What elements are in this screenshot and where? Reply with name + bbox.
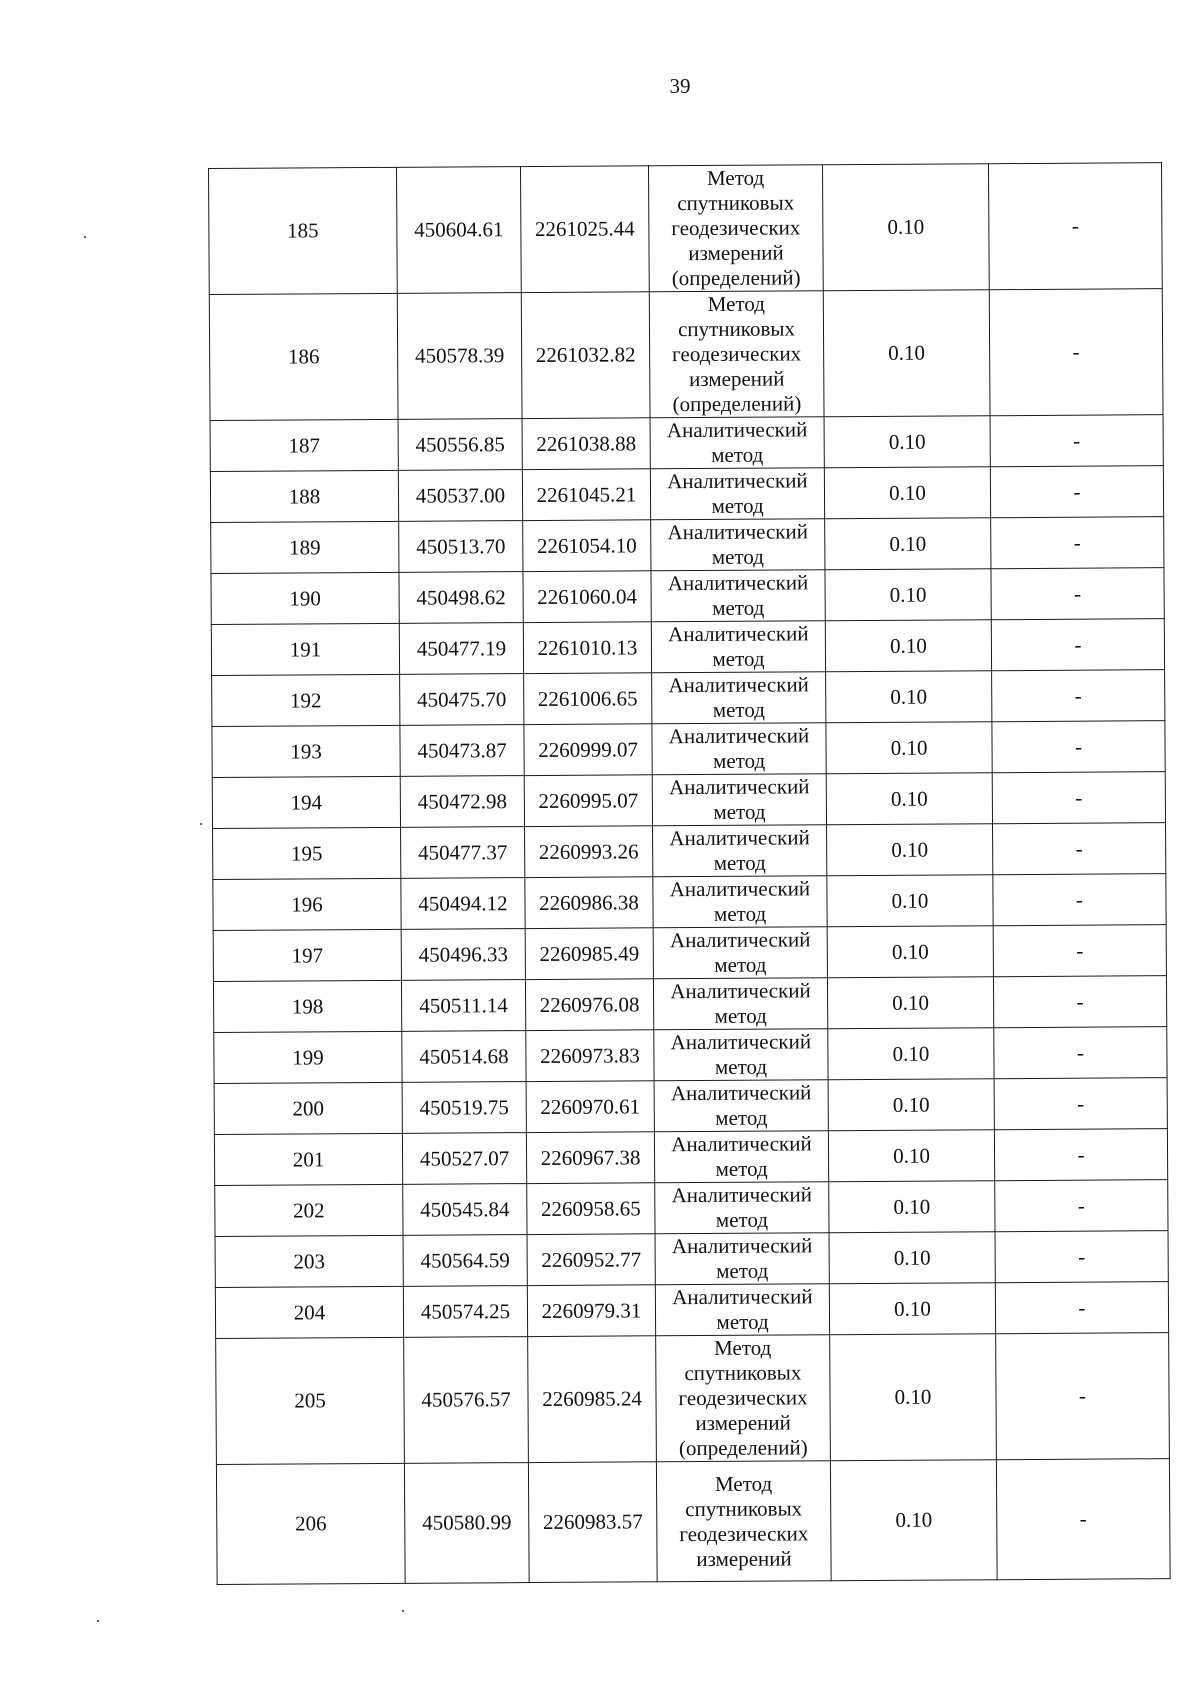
x-coordinate-cell: 450576.57 [404, 1337, 529, 1464]
method-line: метод [716, 1258, 769, 1283]
method-line: Аналитический [672, 1284, 813, 1310]
y-coordinate-cell: 2260976.08 [525, 979, 653, 1031]
method-line: спутниковых [685, 1495, 803, 1521]
description-cell: - [995, 1282, 1168, 1334]
y-coordinate-cell: 2261006.65 [524, 673, 652, 725]
method-line: Аналитический [671, 1233, 813, 1259]
accuracy-cell: 0.10 [827, 875, 993, 927]
method-line: спутниковых [677, 190, 795, 216]
accuracy-cell: 0.10 [828, 1028, 994, 1080]
method-line: метод [713, 748, 766, 773]
method-line: метод [712, 697, 765, 722]
method-cell [655, 1182, 829, 1234]
table-row [211, 619, 1164, 676]
table-row [214, 1129, 1167, 1186]
point-number-cell: 186 [209, 293, 398, 420]
accuracy-cell: 0.10 [828, 1079, 994, 1131]
accuracy-cell: 0.10 [830, 1334, 997, 1461]
method-line: Аналитический [670, 978, 811, 1004]
x-coordinate-cell: 450556.85 [398, 419, 522, 471]
method-line: Метод [707, 291, 766, 316]
method-line: метод [715, 1156, 768, 1181]
method-cell [651, 570, 825, 622]
accuracy-cell: 0.10 [829, 1232, 995, 1284]
x-coordinate-cell: 450472.98 [400, 776, 524, 828]
table-row [211, 517, 1164, 574]
method-line: метод [715, 1207, 769, 1232]
method-line: Аналитический [670, 1080, 812, 1106]
description-cell: - [990, 466, 1163, 518]
method-cell [652, 672, 826, 724]
method-cell [655, 1233, 829, 1285]
point-number-cell: 193 [212, 725, 400, 777]
coordinates-table [208, 162, 1171, 1585]
scan-speck [84, 236, 86, 238]
x-coordinate-cell: 450475.70 [400, 674, 524, 726]
description-cell: - [991, 517, 1164, 569]
x-coordinate-cell: 450578.39 [397, 293, 522, 420]
accuracy-cell: 0.10 [829, 1181, 995, 1233]
method-line: Аналитический [666, 417, 808, 443]
method-line: метод [712, 646, 765, 671]
table-row [214, 1027, 1167, 1084]
table-body [209, 163, 1171, 1585]
method-line: Аналитический [668, 621, 809, 647]
method-line: метод [713, 850, 766, 875]
accuracy-cell: 0.10 [829, 1283, 995, 1335]
y-coordinate-cell: 2260985.24 [528, 1336, 657, 1463]
accuracy-cell: 0.10 [824, 467, 990, 519]
point-number-cell: 195 [213, 827, 401, 879]
x-coordinate-cell: 450527.07 [402, 1133, 526, 1185]
accuracy-cell: 0.10 [827, 926, 993, 978]
x-coordinate-cell: 450477.37 [401, 827, 525, 879]
x-coordinate-cell: 450496.33 [401, 929, 525, 981]
scan-speck [402, 1610, 404, 1612]
point-number-cell: 190 [211, 572, 399, 624]
method-cell [654, 1029, 828, 1081]
method-line: метод [711, 544, 765, 569]
accuracy-cell: 0.10 [825, 518, 991, 570]
method-line: Аналитический [667, 468, 808, 494]
method-cell [650, 417, 824, 469]
description-cell: - [993, 976, 1166, 1028]
point-number-cell: 192 [212, 674, 400, 726]
method-line: метод [715, 1105, 768, 1130]
table-row [212, 772, 1165, 829]
y-coordinate-cell: 2261038.88 [522, 418, 650, 470]
method-line: метод [712, 595, 765, 620]
y-coordinate-cell: 2261060.04 [523, 571, 651, 623]
point-number-cell: 203 [215, 1235, 403, 1287]
x-coordinate-cell: 450519.75 [402, 1082, 526, 1134]
method-line: Метод [706, 165, 765, 190]
description-cell: - [995, 1180, 1168, 1232]
point-number-cell: 185 [209, 167, 398, 294]
table-row [209, 163, 1163, 295]
y-coordinate-cell: 2260973.83 [526, 1030, 654, 1082]
method-cell [650, 468, 824, 520]
table-row [213, 874, 1166, 931]
y-coordinate-cell: 2260986.38 [525, 877, 653, 929]
method-line: (определений) [678, 1435, 808, 1461]
description-cell: - [993, 874, 1166, 926]
table-row [213, 823, 1166, 880]
table-row [209, 289, 1163, 421]
table-row [215, 1282, 1168, 1339]
method-cell [656, 1461, 831, 1582]
method-cell [653, 927, 827, 979]
point-number-cell: 201 [214, 1133, 402, 1185]
y-coordinate-cell: 2261010.13 [523, 622, 651, 674]
description-cell: - [993, 925, 1166, 977]
method-cell [653, 876, 827, 928]
table-row [212, 721, 1165, 778]
method-cell [648, 165, 823, 292]
scan-speck [97, 1620, 99, 1622]
table-row [210, 415, 1163, 472]
y-coordinate-cell: 2261025.44 [520, 166, 649, 293]
point-number-cell: 191 [211, 623, 399, 675]
x-coordinate-cell: 450473.87 [400, 725, 524, 777]
description-cell: - [994, 1027, 1167, 1079]
point-number-cell: 187 [210, 419, 398, 471]
table-row [213, 925, 1166, 982]
method-line: метод [711, 442, 764, 467]
method-cell [653, 825, 827, 877]
x-coordinate-cell: 450604.61 [396, 167, 521, 294]
y-coordinate-cell: 2260999.07 [524, 724, 652, 776]
method-line: Аналитический [671, 1131, 812, 1157]
point-number-cell: 205 [216, 1337, 405, 1464]
method-line: геодезических [678, 1385, 808, 1411]
method-line: Метод [714, 1471, 773, 1496]
method-cell [654, 1131, 828, 1183]
x-coordinate-cell: 450545.84 [403, 1184, 527, 1236]
table-row [215, 1231, 1168, 1288]
point-number-cell: 198 [213, 980, 401, 1032]
y-coordinate-cell: 2260995.07 [524, 775, 652, 827]
description-cell: - [988, 163, 1162, 290]
x-coordinate-cell: 450580.99 [404, 1463, 529, 1584]
description-cell: - [992, 772, 1165, 824]
accuracy-cell: 0.10 [826, 671, 992, 723]
method-line: измерений [696, 1545, 792, 1571]
description-cell: - [992, 721, 1165, 773]
description-cell: - [996, 1333, 1170, 1460]
accuracy-cell: 0.10 [826, 722, 992, 774]
x-coordinate-cell: 450574.25 [403, 1286, 527, 1338]
method-cell [652, 774, 826, 826]
method-line: Метод [714, 1335, 772, 1360]
point-number-cell: 188 [210, 470, 398, 522]
method-line: Аналитический [668, 723, 810, 749]
method-line: измерений [695, 1410, 791, 1436]
method-cell [649, 291, 824, 418]
description-cell: - [989, 289, 1163, 416]
x-coordinate-cell: 450564.59 [403, 1235, 527, 1287]
table-row [211, 568, 1164, 625]
point-number-cell: 199 [214, 1031, 402, 1083]
method-line: Аналитический [669, 825, 810, 851]
description-cell: - [992, 670, 1165, 722]
method-line: измерений [689, 366, 785, 392]
point-number-cell: 197 [213, 929, 401, 981]
point-number-cell: 204 [215, 1286, 403, 1338]
coordinates-table-wrapper [208, 162, 1171, 1585]
method-line: геодезических [679, 1520, 809, 1546]
x-coordinate-cell: 450477.19 [399, 623, 523, 675]
method-cell [656, 1335, 831, 1462]
table-row [214, 1078, 1167, 1135]
accuracy-cell: 0.10 [823, 290, 990, 417]
method-line: Аналитический [668, 672, 809, 698]
method-line: Аналитический [667, 519, 809, 545]
point-number-cell: 196 [213, 878, 401, 930]
table-row [216, 1333, 1170, 1465]
method-line: метод [714, 1054, 768, 1079]
method-cell [651, 621, 825, 673]
table-row [213, 976, 1166, 1033]
table-row [215, 1180, 1168, 1237]
scan-speck [200, 823, 202, 825]
page-number: 39 [669, 74, 691, 98]
method-cell [651, 519, 825, 571]
description-cell: - [993, 823, 1166, 875]
y-coordinate-cell: 2260983.57 [528, 1462, 657, 1583]
method-line: метод [714, 952, 767, 977]
description-cell: - [991, 619, 1164, 671]
point-number-cell: 194 [212, 776, 400, 828]
description-cell: - [994, 1129, 1167, 1181]
method-cell [654, 1080, 828, 1132]
table-row [216, 1459, 1170, 1585]
method-line: метод [713, 799, 766, 824]
y-coordinate-cell: 2260970.61 [526, 1081, 654, 1133]
y-coordinate-cell: 2260993.26 [525, 826, 653, 878]
y-coordinate-cell: 2260958.65 [527, 1183, 655, 1235]
y-coordinate-cell: 2260979.31 [527, 1285, 655, 1337]
accuracy-cell: 0.10 [827, 977, 993, 1029]
method-line: метод [711, 493, 764, 518]
method-cell [653, 978, 827, 1030]
method-line: Аналитический [671, 1182, 813, 1208]
table-row [210, 466, 1163, 523]
accuracy-cell: 0.10 [827, 824, 993, 876]
description-cell: - [990, 415, 1163, 467]
point-number-cell: 189 [211, 521, 399, 573]
x-coordinate-cell: 450514.68 [402, 1031, 526, 1083]
method-line: метод [713, 901, 767, 926]
method-line: измерений [688, 240, 784, 266]
method-line: Аналитический [670, 1029, 812, 1055]
accuracy-cell: 0.10 [830, 1460, 997, 1581]
x-coordinate-cell: 450537.00 [398, 470, 522, 522]
y-coordinate-cell: 2260952.77 [527, 1234, 655, 1286]
method-line: геодезических [672, 341, 802, 367]
x-coordinate-cell: 450494.12 [401, 878, 525, 930]
method-line: спутниковых [684, 1360, 802, 1386]
method-line: (определений) [671, 265, 801, 291]
x-coordinate-cell: 450498.62 [399, 572, 523, 624]
accuracy-cell: 0.10 [824, 416, 990, 468]
method-line: Аналитический [669, 927, 811, 953]
method-cell [655, 1284, 829, 1336]
table-row [212, 670, 1165, 727]
point-number-cell: 206 [216, 1463, 405, 1584]
x-coordinate-cell: 450513.70 [399, 521, 523, 573]
description-cell: - [996, 1459, 1170, 1580]
method-line: спутниковых [677, 316, 796, 342]
accuracy-cell: 0.10 [825, 569, 991, 621]
accuracy-cell: 0.10 [826, 773, 992, 825]
x-coordinate-cell: 450511.14 [401, 980, 525, 1032]
method-line: метод [716, 1309, 769, 1334]
method-line: (определений) [672, 391, 802, 417]
method-line: Аналитический [667, 570, 809, 596]
method-line: геодезических [671, 215, 801, 241]
method-line: метод [714, 1003, 767, 1028]
description-cell: - [994, 1078, 1167, 1130]
accuracy-cell: 0.10 [822, 164, 989, 291]
method-line: Аналитический [668, 774, 810, 800]
method-line: Аналитический [669, 876, 811, 902]
accuracy-cell: 0.10 [828, 1130, 994, 1182]
y-coordinate-cell: 2261032.82 [521, 292, 650, 419]
y-coordinate-cell: 2260985.49 [525, 928, 653, 980]
accuracy-cell: 0.10 [825, 620, 991, 672]
y-coordinate-cell: 2261045.21 [522, 469, 650, 521]
description-cell: - [995, 1231, 1168, 1283]
method-cell [652, 723, 826, 775]
point-number-cell: 202 [215, 1184, 403, 1236]
y-coordinate-cell: 2261054.10 [523, 520, 651, 572]
description-cell: - [991, 568, 1164, 620]
y-coordinate-cell: 2260967.38 [526, 1132, 654, 1184]
point-number-cell: 200 [214, 1082, 402, 1134]
